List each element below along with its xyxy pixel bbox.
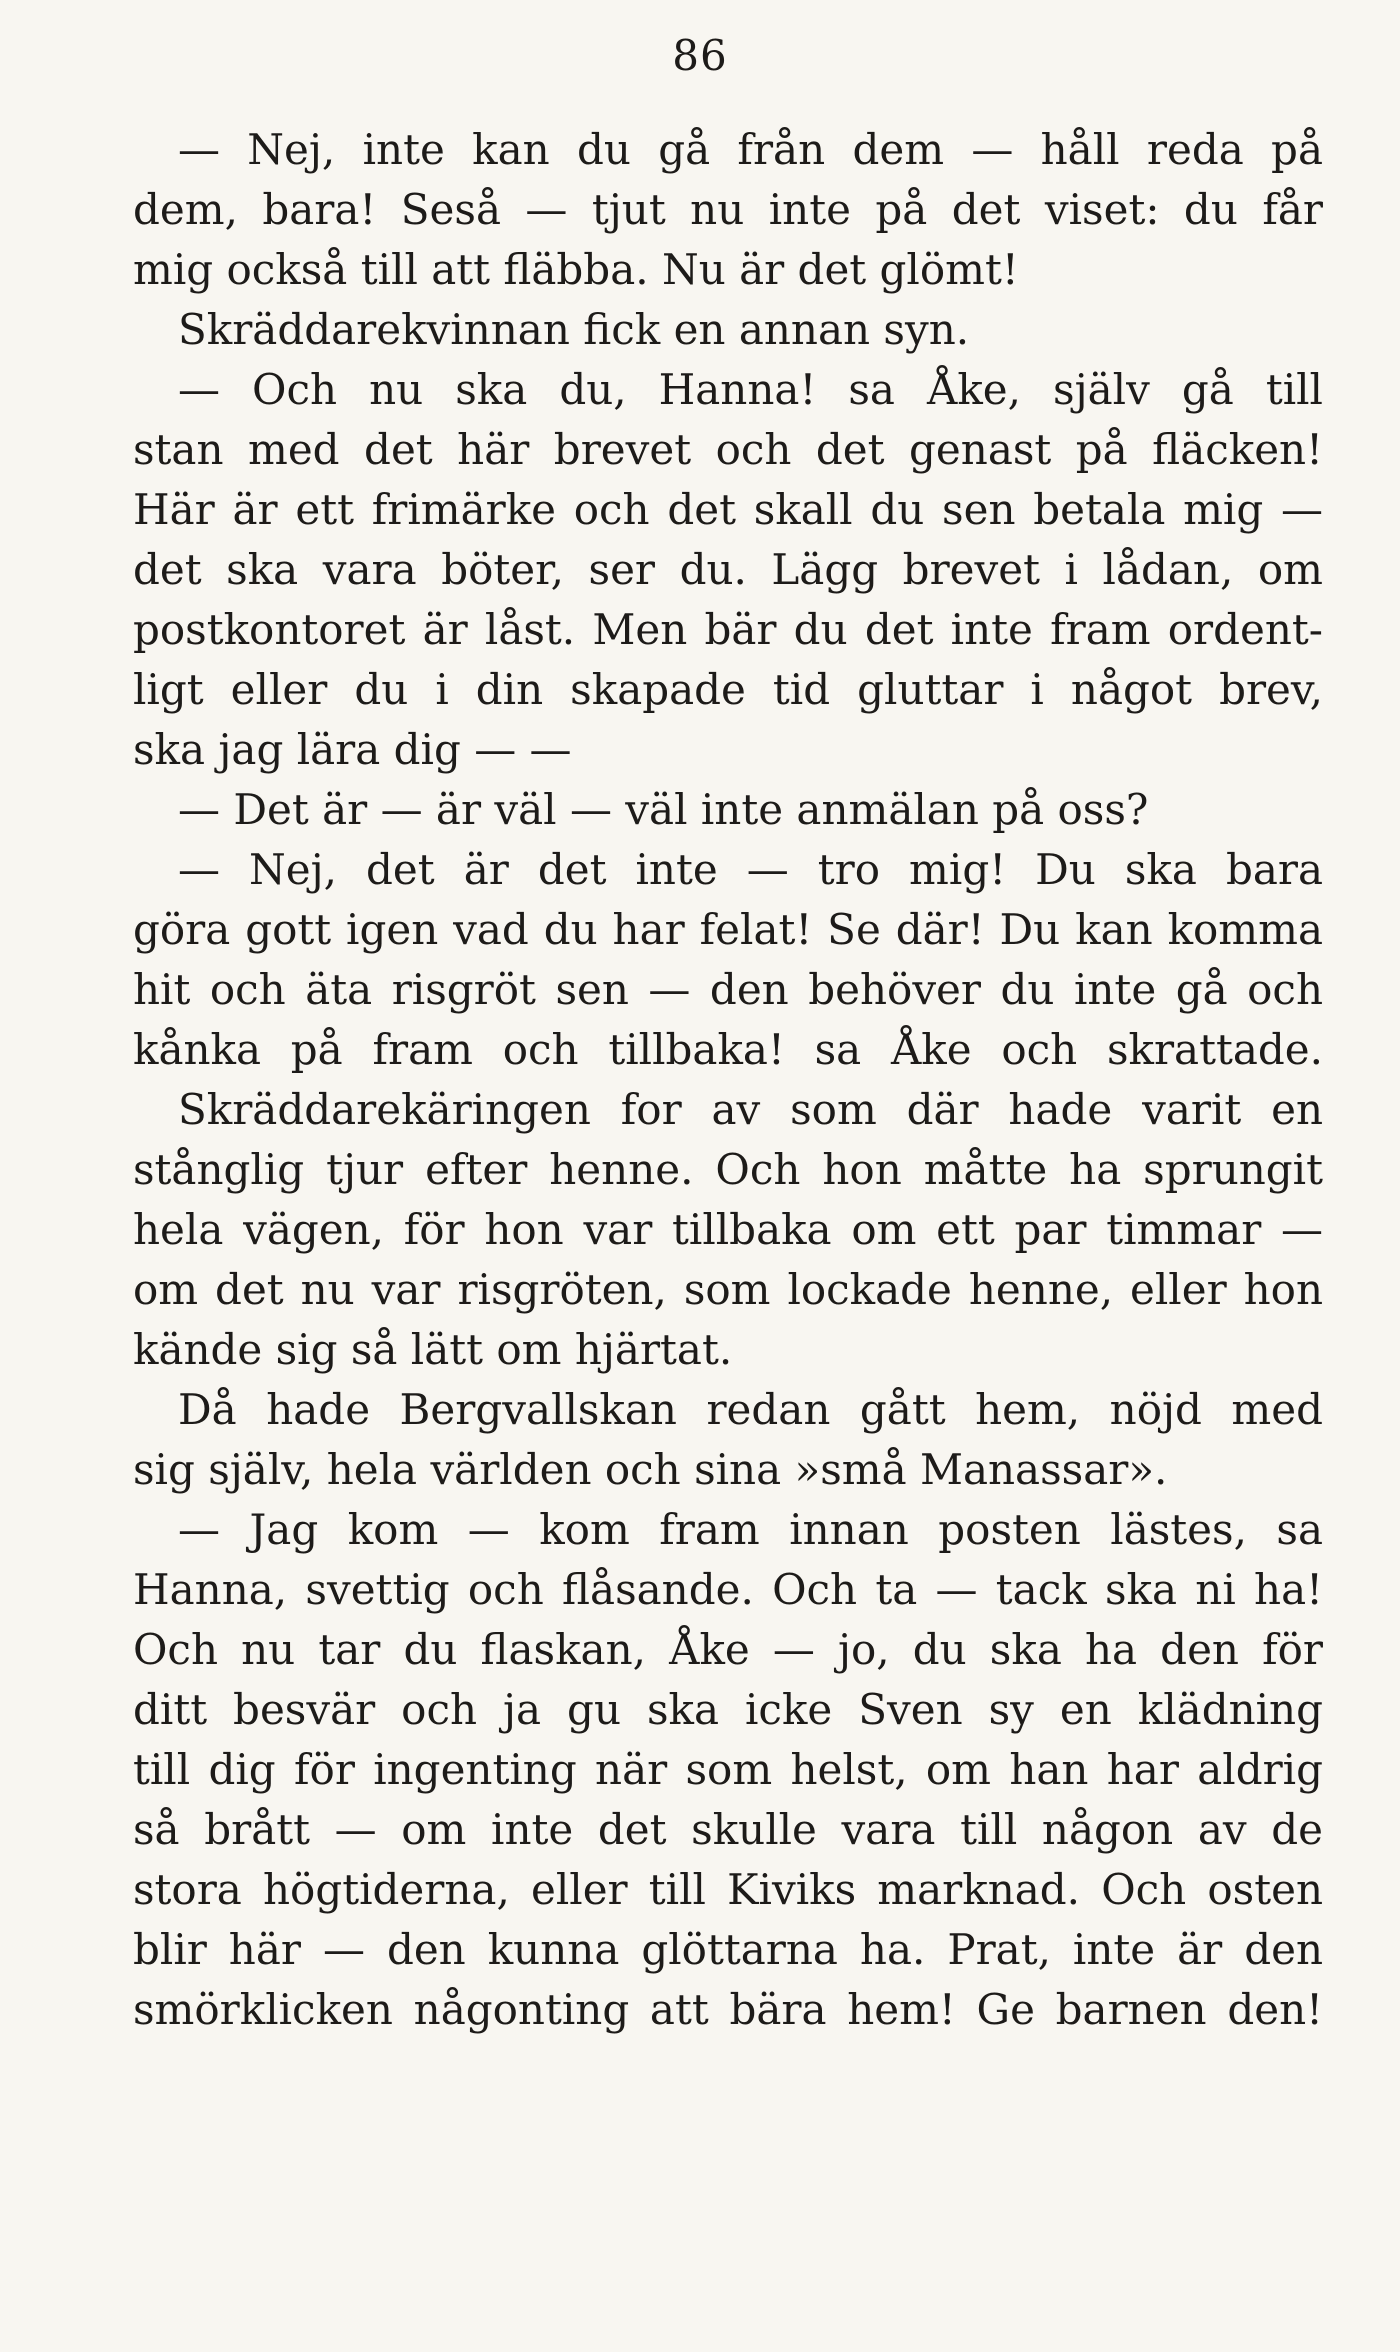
text-line-11: ska jag lära dig — — bbox=[133, 725, 572, 774]
text-line-23: sig själv, hela världen och sina »små Manassar». bbox=[133, 1445, 1168, 1494]
text-line-27: ditt besvär och ja gu ska icke Sven sy en klädning bbox=[133, 1685, 1323, 1734]
text-line-16: kånka på fram och tillbaka! sa Åke och skrattade. bbox=[133, 1025, 1323, 1074]
text-line-24: — Jag kom — kom fram innan posten lästes, sa bbox=[178, 1505, 1323, 1554]
text-line-13: — Nej, det är det inte — tro mig! Du ska bara bbox=[178, 845, 1323, 894]
text-line-10: ligt eller du i din skapade tid gluttar i något brev, bbox=[133, 665, 1323, 714]
text-line-17: Skräddarekäringen for av som där hade varit en bbox=[178, 1085, 1323, 1134]
text-line-4: Skräddarekvinnan fick en annan syn. bbox=[178, 305, 970, 354]
text-line-21: kände sig så lätt om hjärtat. bbox=[133, 1325, 733, 1374]
text-line-32: smörklicken någonting att bära hem! Ge barnen den! bbox=[133, 1985, 1323, 2034]
page-number: 86 bbox=[672, 31, 728, 80]
text-line-15: hit och äta risgröt sen — den behöver du inte gå och bbox=[133, 965, 1323, 1014]
body-text bbox=[133, 120, 1323, 2040]
text-line-12: — Det är — är väl — väl inte anmälan på oss? bbox=[178, 785, 1149, 834]
text-line-5: — Och nu ska du, Hanna! sa Åke, själv gå till bbox=[178, 365, 1323, 414]
text-line-9: postkontoret är låst. Men bär du det inte fram ordent- bbox=[133, 605, 1323, 654]
text-line-18: stånglig tjur efter henne. Och hon måtte ha sprungit bbox=[133, 1145, 1323, 1194]
text-line-14: göra gott igen vad du har felat! Se där! Du kan komma bbox=[133, 905, 1323, 954]
text-line-26: Och nu tar du flaskan, Åke — jo, du ska ha den för bbox=[133, 1625, 1323, 1674]
text-line-30: stora högtiderna, eller till Kiviks marknad. Och osten bbox=[133, 1865, 1323, 1914]
text-line-28: till dig för ingenting när som helst, om han har aldrig bbox=[133, 1745, 1323, 1794]
text-line-8: det ska vara böter, ser du. Lägg brevet i lådan, om bbox=[133, 545, 1323, 594]
text-line-3: mig också till att fläbba. Nu är det glömt! bbox=[133, 245, 1019, 294]
text-line-6: stan med det här brevet och det genast på fläcken! bbox=[133, 425, 1323, 474]
text-line-25: Hanna, svettig och flåsande. Och ta — tack ska ni ha! bbox=[133, 1565, 1323, 1614]
text-line-20: om det nu var risgröten, som lockade henne, eller hon bbox=[133, 1265, 1323, 1314]
text-line-7: Här är ett frimärke och det skall du sen betala mig — bbox=[133, 485, 1323, 534]
text-line-22: Då hade Bergvallskan redan gått hem, nöjd med bbox=[178, 1385, 1323, 1434]
text-line-2: dem, bara! Seså — tjut nu inte på det viset: du får bbox=[133, 185, 1323, 234]
text-line-19: hela vägen, för hon var tillbaka om ett par timmar — bbox=[133, 1205, 1323, 1254]
text-line-31: blir här — den kunna glöttarna ha. Prat, inte är den bbox=[133, 1925, 1323, 1974]
text-line-1: — Nej, inte kan du gå från dem — håll reda på bbox=[178, 125, 1323, 174]
text-line-29: så brått — om inte det skulle vara till någon av de bbox=[133, 1805, 1323, 1854]
